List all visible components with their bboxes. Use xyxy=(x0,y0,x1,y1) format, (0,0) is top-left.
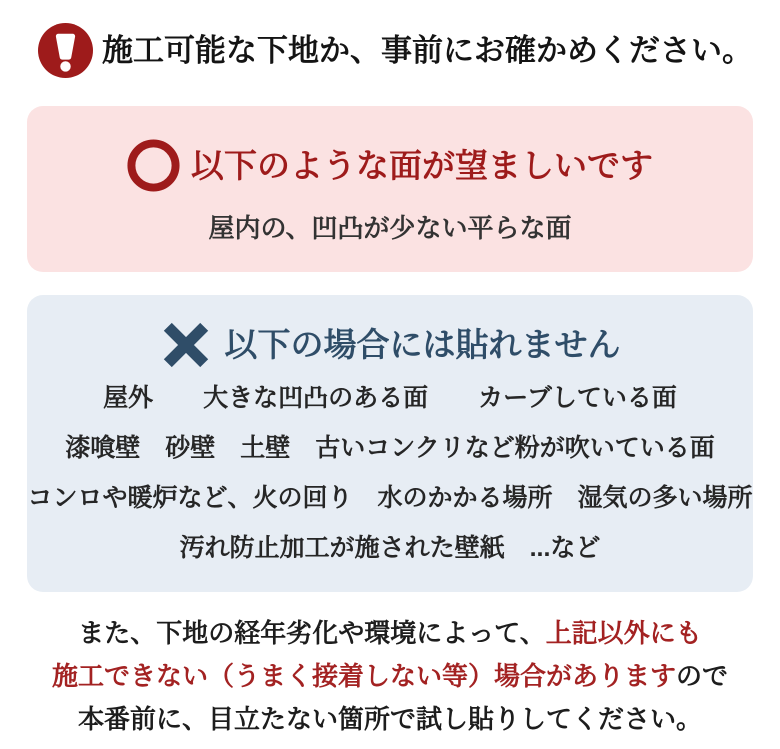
prohibited-line-3: コンロや暖炉など、火の回り 水のかかる場所 湿気の多い場所 xyxy=(27,484,753,512)
note-line-2 xyxy=(0,655,780,698)
note-segment: 本番前に、目立たない箇所で試し貼りしてください。 xyxy=(77,704,702,734)
note-segment-red: 施工できない（うまく接着しない等）場合があります xyxy=(51,661,676,691)
prohibited-heading-row xyxy=(27,319,753,371)
exclamation-circle-icon xyxy=(38,23,93,78)
prohibited-line-4: 汚れ防止加工が施された壁紙 ...など xyxy=(179,534,601,562)
note-segment: ので xyxy=(676,661,729,691)
caution-note xyxy=(0,612,780,741)
note-line-1 xyxy=(0,612,780,655)
prohibited-line-2: 漆喰壁 砂壁 土壁 古いコンクリなど粉が吹いている面 xyxy=(65,434,715,462)
header xyxy=(38,23,780,78)
prohibited-surfaces-panel xyxy=(27,295,753,592)
recommended-heading: 以下のような面が望ましいです xyxy=(191,146,653,184)
prohibited-heading: 以下の場合には貼れません xyxy=(224,326,621,364)
x-mark-icon xyxy=(160,319,212,371)
prohibited-line-1: 屋外 大きな凹凸のある面 カーブしている面 xyxy=(103,384,677,412)
page-title: 施工可能な下地か、事前にお確かめください。 xyxy=(102,32,753,68)
prohibited-list xyxy=(27,373,753,573)
note-segment: また、下地の経年劣化や環境によって、 xyxy=(78,618,546,648)
recommended-description: 屋内の、凹凸が少ない平らな面 xyxy=(208,213,572,243)
recommended-heading-row xyxy=(27,139,753,192)
circle-outline-icon xyxy=(127,139,180,192)
note-segment-red: 上記以外にも xyxy=(545,618,702,648)
note-line-3 xyxy=(0,698,780,741)
recommended-surfaces-panel xyxy=(27,106,753,272)
